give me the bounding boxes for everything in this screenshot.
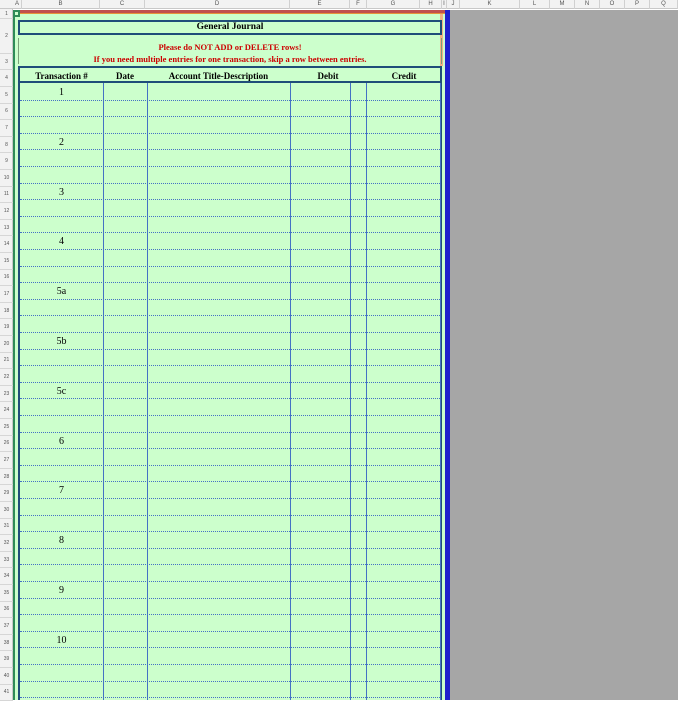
row-header[interactable]: 2 — [0, 19, 13, 54]
row-header[interactable]: 40 — [0, 668, 13, 685]
column-header[interactable]: I — [442, 0, 447, 9]
grid-row-line — [20, 664, 440, 665]
row-header[interactable]: 27 — [0, 452, 13, 469]
grid-row-line — [20, 564, 440, 565]
grid-row-line — [20, 531, 440, 532]
transaction-number: 2 — [59, 136, 64, 148]
row-header[interactable]: 8 — [0, 137, 13, 154]
grid-row-line — [20, 481, 440, 482]
transaction-number: 3 — [59, 186, 64, 198]
grid-row-line — [20, 199, 440, 200]
row-header[interactable]: 13 — [0, 220, 13, 237]
row-header[interactable]: 36 — [0, 602, 13, 619]
grid-row-line — [20, 681, 440, 682]
grid-row-line — [20, 465, 440, 466]
row-header[interactable]: 28 — [0, 469, 13, 486]
column-header[interactable]: E — [290, 0, 350, 9]
transaction-number: 7 — [59, 485, 64, 497]
grid-row-line — [20, 315, 440, 316]
row-header[interactable]: 30 — [0, 502, 13, 519]
header-debit: Debit — [317, 71, 339, 81]
grid-column-line — [440, 83, 441, 700]
grid-row-line — [20, 116, 440, 117]
row-header[interactable]: 37 — [0, 618, 13, 635]
column-header[interactable]: K — [460, 0, 520, 9]
row-header[interactable]: 12 — [0, 203, 13, 220]
grid-row-line — [20, 382, 440, 383]
transaction-number: 1 — [59, 87, 64, 98]
grid-row-line — [20, 249, 440, 250]
grid-row-line — [20, 498, 440, 499]
grid-row-line — [20, 415, 440, 416]
column-header[interactable]: F — [350, 0, 367, 9]
grid-row-line — [20, 631, 440, 632]
grid-row-line — [20, 332, 440, 333]
row-header-bar — [0, 9, 13, 700]
grid-row-line — [20, 183, 440, 184]
grid-column-line — [366, 83, 367, 700]
grid-row-line — [20, 548, 440, 549]
row-header[interactable]: 34 — [0, 568, 13, 585]
column-header[interactable]: J — [447, 0, 460, 9]
journal-grid[interactable] — [18, 83, 442, 700]
header-credit: Credit — [391, 71, 417, 81]
row-header[interactable]: 33 — [0, 552, 13, 569]
journal-title: General Journal — [18, 20, 442, 35]
grid-row-line — [20, 647, 440, 648]
row-header[interactable]: 22 — [0, 369, 13, 386]
grid-row-line — [20, 614, 440, 615]
column-header[interactable]: A — [13, 0, 22, 9]
row-header[interactable]: 19 — [0, 319, 13, 336]
header-transaction: Transaction # — [35, 71, 88, 81]
column-header[interactable]: B — [22, 0, 100, 9]
transaction-number: 5a — [56, 286, 67, 298]
grid-column-line — [147, 83, 148, 700]
transaction-number: 9 — [59, 585, 64, 596]
row-header[interactable]: 39 — [0, 651, 13, 668]
grid-row-line — [20, 282, 440, 283]
empty-sheet-area[interactable] — [450, 10, 678, 700]
grid-row-line — [20, 349, 440, 350]
grid-row-line — [20, 266, 440, 267]
row-header[interactable]: 41 — [0, 685, 13, 701]
grid-column-line — [290, 83, 291, 700]
grid-row-line — [20, 133, 440, 134]
row-header[interactable]: 4 — [0, 70, 13, 87]
transaction-number: 8 — [59, 535, 64, 547]
column-header[interactable]: G — [367, 0, 420, 9]
transaction-number: 10 — [56, 634, 67, 646]
row-header[interactable]: 16 — [0, 270, 13, 287]
row-header[interactable]: 18 — [0, 303, 13, 320]
column-header-bar — [0, 0, 678, 9]
row-header[interactable]: 15 — [0, 253, 13, 270]
row-header[interactable]: 25 — [0, 419, 13, 436]
grid-row-line — [20, 598, 440, 599]
top-border-bar — [13, 10, 450, 14]
column-header[interactable]: O — [600, 0, 625, 9]
row-header[interactable]: 31 — [0, 519, 13, 536]
row-header[interactable]: 23 — [0, 386, 13, 403]
journal-column-headers — [18, 66, 442, 83]
grid-row-line — [20, 398, 440, 399]
grid-row-line — [20, 515, 440, 516]
header-date: Date — [116, 71, 134, 81]
right-border-bar — [445, 10, 450, 700]
grid-row-line — [20, 166, 440, 167]
row-header[interactable]: 7 — [0, 120, 13, 137]
column-header[interactable]: N — [575, 0, 600, 9]
grid-column-line — [103, 83, 104, 700]
grid-row-line — [20, 216, 440, 217]
warning-line-2: If you need multiple entries for one transaction, skip a row between entries. — [93, 54, 367, 64]
transaction-number: 5b — [56, 336, 67, 347]
grid-row-line — [20, 448, 440, 449]
row-header[interactable]: 26 — [0, 436, 13, 453]
grid-row-line — [20, 581, 440, 582]
grid-row-line — [20, 232, 440, 233]
grid-row-line — [20, 149, 440, 150]
row-header[interactable]: 1 — [0, 9, 13, 19]
row-header[interactable]: 3 — [0, 54, 13, 70]
column-header[interactable]: D — [145, 0, 290, 9]
row-header[interactable]: 21 — [0, 353, 13, 370]
row-header[interactable]: 9 — [0, 153, 13, 170]
row-header[interactable]: 10 — [0, 170, 13, 187]
row-header[interactable]: 32 — [0, 535, 13, 552]
column-header[interactable]: Q — [650, 0, 678, 9]
grid-row-line — [20, 365, 440, 366]
column-header[interactable]: H — [420, 0, 442, 9]
column-header[interactable]: M — [550, 0, 575, 9]
row-header[interactable]: 35 — [0, 585, 13, 602]
header-account: Account Title-Description — [168, 71, 269, 81]
column-header[interactable]: L — [520, 0, 550, 9]
row-header[interactable]: 17 — [0, 286, 13, 303]
row-header[interactable]: 14 — [0, 236, 13, 253]
grid-row-line — [20, 697, 440, 698]
row-header[interactable]: 29 — [0, 485, 13, 502]
row-header[interactable]: 38 — [0, 635, 13, 652]
grid-row-line — [20, 299, 440, 300]
warning-line-1: Please do NOT ADD or DELETE rows! — [158, 42, 302, 52]
transaction-number: 6 — [59, 435, 64, 447]
column-header[interactable]: P — [625, 0, 650, 9]
selected-cell-a1[interactable] — [13, 10, 20, 17]
row-header[interactable]: 11 — [0, 187, 13, 204]
row-header[interactable]: 24 — [0, 402, 13, 419]
transaction-number: 5c — [56, 385, 67, 397]
row-header[interactable]: 20 — [0, 336, 13, 353]
grid-row-line — [20, 100, 440, 101]
row-header[interactable]: 5 — [0, 87, 13, 104]
grid-row-line — [20, 432, 440, 433]
transaction-number: 4 — [59, 236, 64, 248]
row-header[interactable]: 6 — [0, 104, 13, 121]
grid-column-line — [350, 83, 351, 700]
column-header[interactable]: C — [100, 0, 145, 9]
